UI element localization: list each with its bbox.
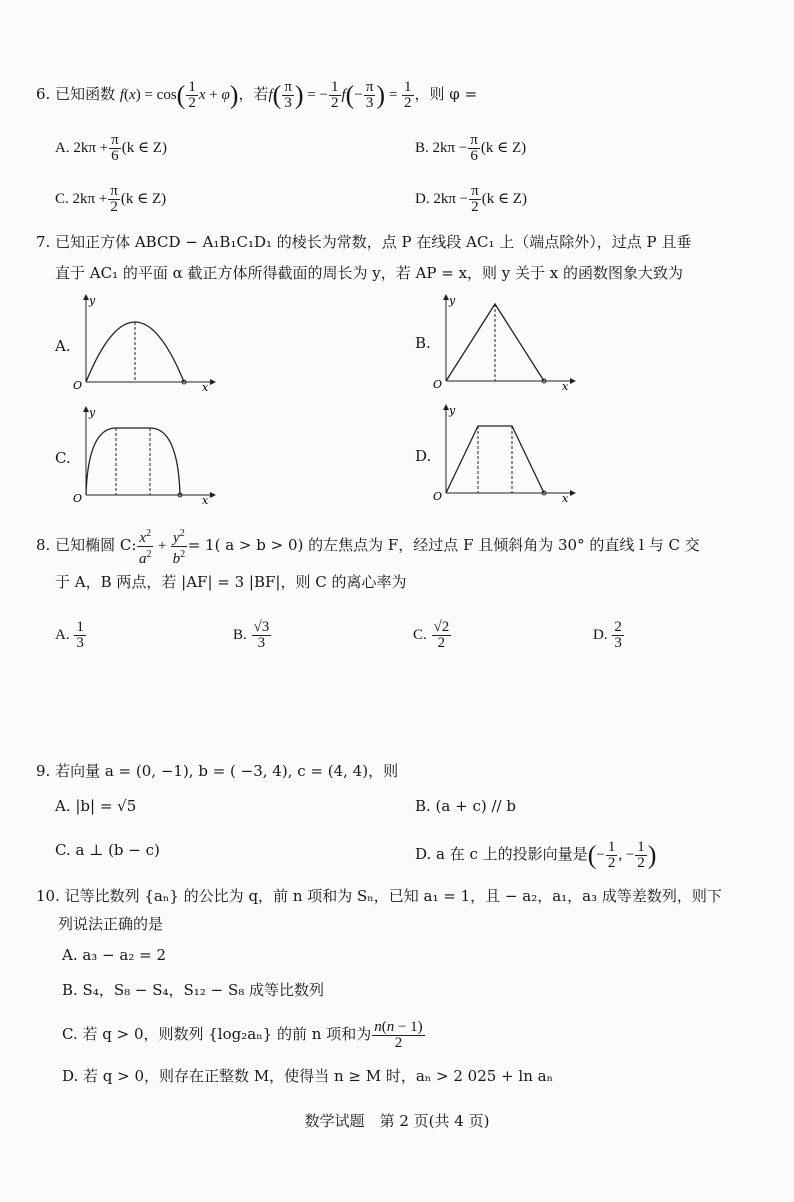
q10-option-b: B. S₄，S₈ − S₄，S₁₂ − S₈ 成等比数列	[62, 981, 324, 999]
q10-option-a: A. a₃ − a₂ = 2	[62, 946, 167, 964]
q10-line1: 10. 记等比数列 {aₙ} 的公比为 q，前 n 项和为 Sₙ，已知 a₁ = 1，且 − a₂，a₁，a₃ 成等差数列，则下	[36, 887, 722, 905]
q7-graph-c-origin: O	[73, 492, 83, 504]
q10-option-c	[62, 1020, 426, 1051]
q7-graph-a-origin: O	[73, 379, 83, 392]
q8-option-a: A. $\frac{1}{3}$	[55, 619, 84, 651]
q10-option-d: D. 若 q > 0，则存在正整数 M，使得当 n ≥ M 时，aₙ > 2 025 + ln aₙ	[62, 1067, 554, 1085]
q6-option-d-cond: (k ∈ Z)	[481, 190, 527, 207]
q6-stem-text-3: ，则 φ =	[414, 84, 478, 103]
q10-option-c-frac: $\frac{n(n - 1)}{2}$	[374, 1019, 423, 1051]
q7-option-a-label: A.	[55, 337, 71, 355]
q6-option-b-text: B. 2kπ −	[415, 139, 468, 156]
q6-stem	[36, 80, 477, 111]
q6-stem-text-2: ，若	[238, 84, 269, 103]
q10-line2: 列说法正确的是	[58, 915, 164, 933]
q9-option-c: C. a ⊥ (b − c)	[55, 841, 160, 859]
q7-graph-d-y-label: y	[449, 404, 456, 417]
q7-graph-b-origin: O	[433, 378, 443, 391]
q7-graph-c-y-label: y	[89, 406, 96, 419]
q6-option-c: C. 2kπ + $\frac{\pi}{2}$ (k ∈ Z)	[55, 183, 167, 215]
q6-option-c-cond: (k ∈ Z)	[120, 190, 167, 207]
q9-stem: 9. 若向量 a = (0, −1), b = ( −3, 4), c = (4, 4)，则	[36, 762, 399, 780]
q8-option-b: B. $\frac{√3}{3}$	[233, 619, 270, 651]
q7-option-b-label: B.	[415, 334, 431, 352]
q7-graph-c-x-label: x	[202, 494, 209, 504]
q6-option-d-text: D. 2kπ −	[415, 190, 469, 207]
q6-option-a: A. 2kπ + $\frac{\pi}{6}$ (k ∈ Z)	[55, 132, 167, 164]
q7-graph-d	[432, 402, 577, 502]
q6-stem-text: 6. 已知函数	[36, 84, 116, 103]
q8-line2: 于 A，B 两点，若 |AF| = 3 |BF|，则 C 的离心率为	[55, 573, 407, 591]
q9-option-d-text: D. a 在 c 上的投影向量是	[415, 844, 588, 863]
q9-option-b: B. (a + c) // b	[415, 797, 516, 815]
q7-graph-a-x-label: x	[202, 381, 209, 392]
q8-option-c-label: C.	[413, 626, 427, 643]
q8-option-b-label: B.	[233, 626, 247, 643]
q6-option-a-text: A. 2kπ +	[55, 139, 109, 156]
q10-option-c-text: C. 若 q > 0，则数列 {log₂aₙ} 的前 n 项和为	[62, 1024, 372, 1043]
q8-option-d: D. $\frac{2}{3}$	[593, 619, 622, 651]
q6-function-expr: f(x) = cos( $\frac{1}{2}$ x + φ)	[119, 79, 239, 111]
q7-line1: 7. 已知正方体 ABCD − A₁B₁C₁D₁ 的棱长为常数，点 P 在线段 AC₁ 上（端点除外），过点 P 且垂	[36, 233, 692, 251]
q7-graph-b	[432, 292, 577, 392]
q8-option-d-label: D.	[593, 626, 608, 643]
q7-line2: 直于 AC₁ 的平面 α 截正方体所得截面的周长为 y，若 AP = x，则 y 关于 x 的函数图象大致为	[55, 264, 684, 282]
q8-ellipse-expr: $\frac{x^2}{a^2}$ + $\frac{y^2}{b^2}$	[138, 528, 186, 567]
q8-line1-text: 8. 已知椭圆 C:	[36, 535, 137, 554]
q8-option-a-label: A.	[55, 626, 70, 643]
q6-option-a-cond: (k ∈ Z)	[121, 139, 167, 156]
q7-graph-a	[72, 292, 217, 392]
page-footer: 数学试题 第 2 页(共 4 页)	[304, 1112, 490, 1130]
q6-condition-expr: f( $\frac{\pi}{3}$ ) = − $\frac{1}{2}$ f(− $\frac{\pi}{3}$ ) = $\frac{1}{2}$	[268, 79, 412, 111]
q9-option-d	[415, 840, 656, 871]
q7-graph-a-y-label: y	[89, 294, 96, 307]
q6-option-c-text: C. 2kπ +	[55, 190, 108, 207]
q6-option-d: D. 2kπ − $\frac{\pi}{2}$ (k ∈ Z)	[415, 183, 527, 215]
q6-option-b: B. 2kπ − $\frac{\pi}{6}$ (k ∈ Z)	[415, 132, 527, 164]
q7-graph-c	[72, 404, 217, 504]
q6-option-b-cond: (k ∈ Z)	[480, 139, 527, 156]
q7-graph-d-origin: O	[433, 490, 443, 502]
q8-line1	[36, 526, 700, 567]
q8-line1-text-2: = 1( a > b > 0) 的左焦点为 F，经过点 F 且倾斜角为 30° 的直线 l 与 C 交	[187, 535, 700, 554]
q9-option-d-vector: (− $\frac{1}{2}$ , − $\frac{1}{2}$ )	[587, 839, 657, 871]
q7-graph-b-y-label: y	[449, 294, 456, 307]
q7-option-c-label: C.	[55, 449, 71, 467]
q8-option-c: C. $\frac{√2}{2}$	[413, 619, 450, 651]
q7-graph-b-x-label: x	[562, 380, 569, 392]
q7-option-d-label: D.	[415, 447, 432, 465]
q9-option-a: A. |b| = √5	[55, 797, 137, 815]
q7-graph-d-x-label: x	[562, 492, 569, 502]
